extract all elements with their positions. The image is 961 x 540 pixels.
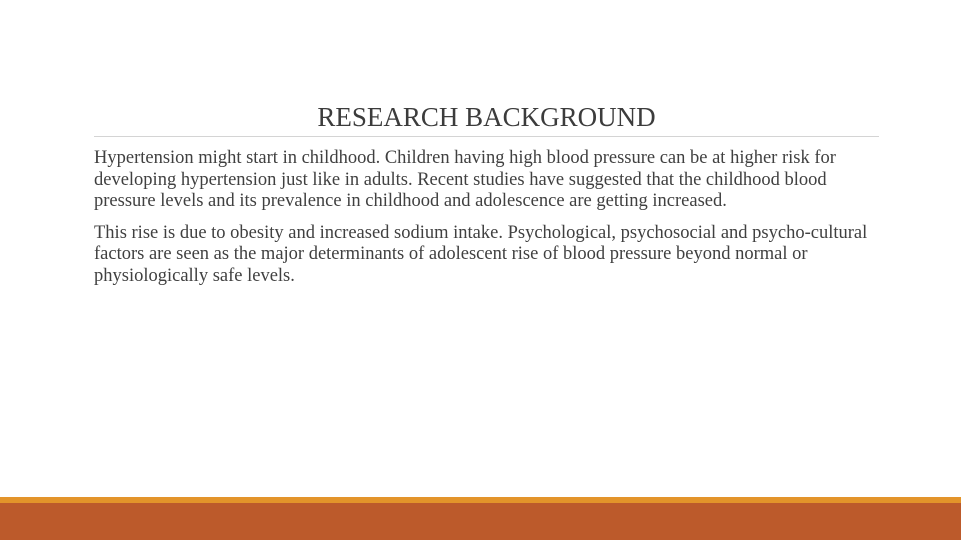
title-divider	[94, 136, 879, 137]
body-paragraph-2: This rise is due to obesity and increased sodium intake. Psychological, psychosocial and psycho-cultural factors are seen as the major determinants of adolescent rise of blood pressure beyond normal or physiologically safe levels.	[94, 222, 868, 286]
slide-body	[94, 148, 879, 297]
footer-bar	[0, 503, 961, 540]
footer-band	[0, 497, 961, 540]
slide-title: RESEARCH BACKGROUND	[317, 102, 656, 132]
body-paragraph-1: Hypertension might start in childhood. Children having high blood pressure can be at higher risk for developing hypertension just like in adults. Recent studies have suggested that the childhood blood pressure levels and its prevalence in childhood and adolescence are getting increased.	[94, 148, 836, 211]
